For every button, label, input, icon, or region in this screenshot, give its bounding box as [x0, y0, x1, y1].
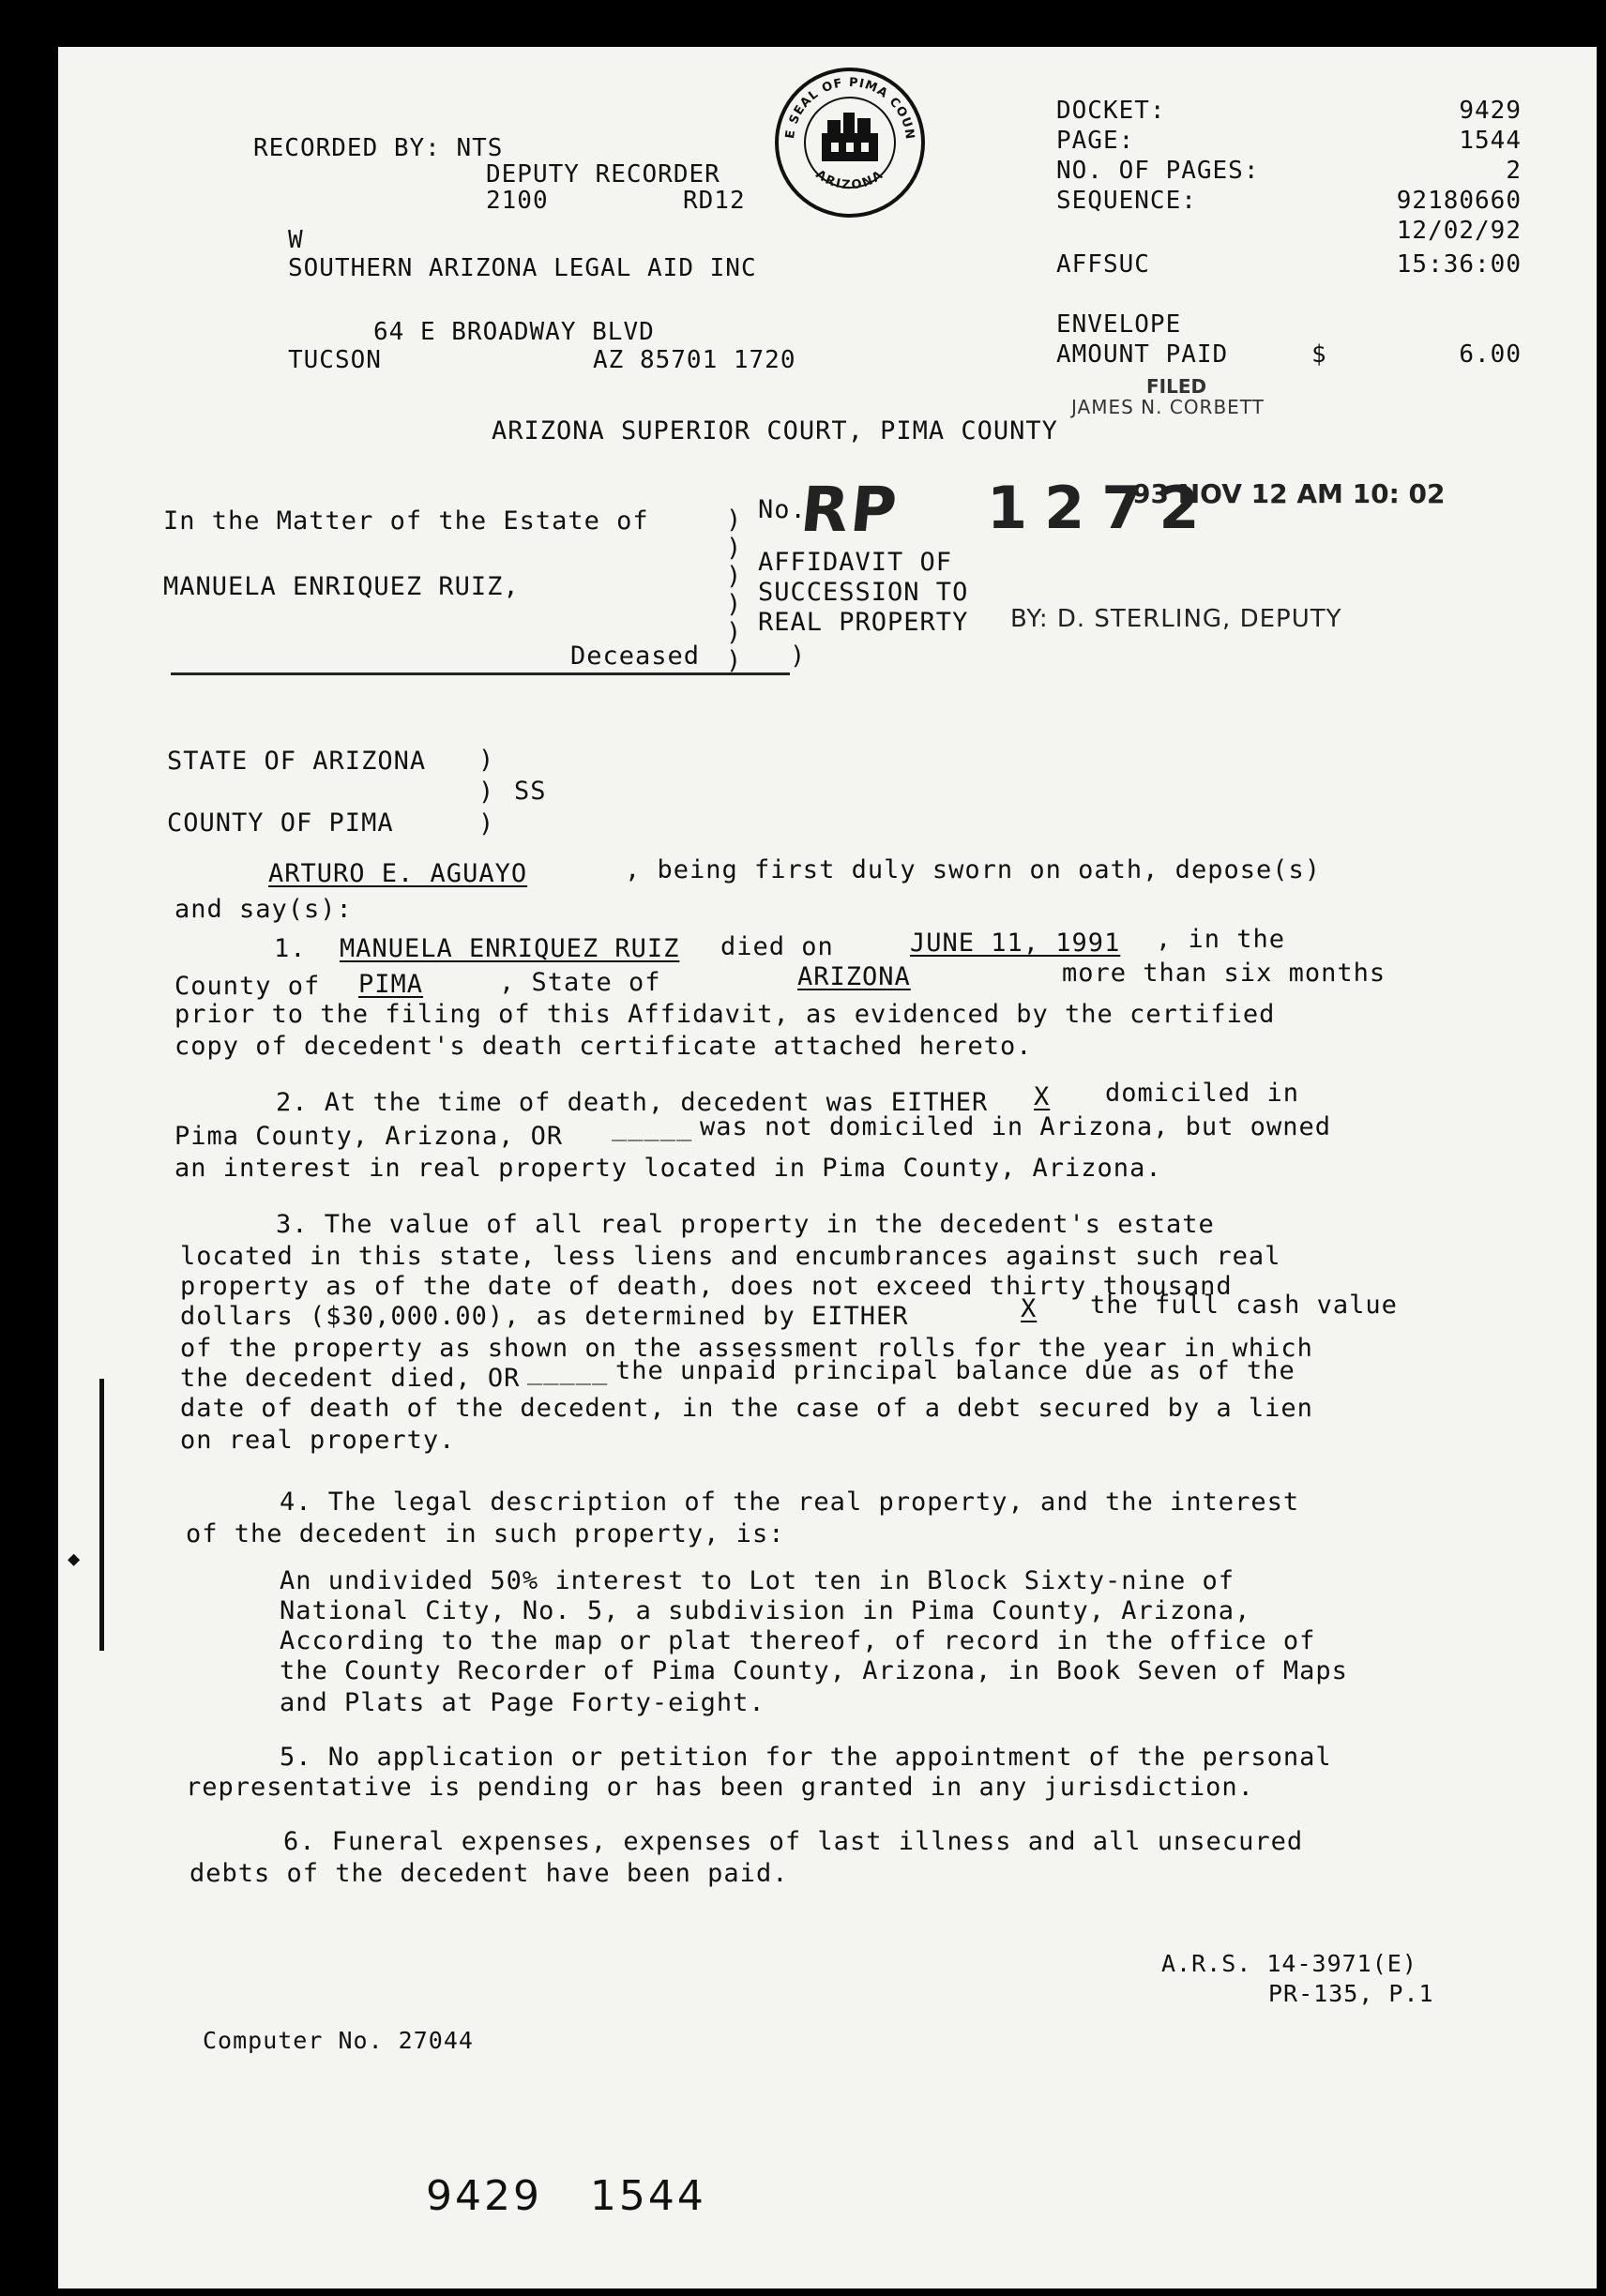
p3-line6b: the unpaid principal balance due as of the: [615, 1356, 1295, 1385]
p3-line1: 3. The value of all real property in the decedent's estate: [276, 1210, 1215, 1239]
p3-line6a: the decedent died, OR: [180, 1364, 521, 1393]
decedent-caption: MANUELA ENRIQUEZ RUIZ,: [163, 572, 520, 601]
recorded-by: RECORDED BY: NTS: [253, 134, 504, 162]
p1-state: ARIZONA: [797, 962, 911, 991]
p4-line2: of the decedent in such property, is:: [186, 1519, 785, 1548]
deputy-stamp: BY: D. STERLING, DEPUTY: [1010, 605, 1342, 633]
deputy-recorder: DEPUTY RECORDER: [486, 160, 720, 189]
record-date: 12/02/92: [1396, 217, 1522, 245]
p1-died-on: died on: [720, 932, 834, 961]
rp-stamp: RP: [796, 474, 902, 546]
amount-paid-value: 6.00: [1459, 340, 1522, 369]
org-city: TUCSON: [288, 346, 382, 374]
docket-value: 9429: [1459, 97, 1522, 125]
p1-in-the: , in the: [1156, 925, 1286, 954]
sequence-label: SEQUENCE:: [1056, 187, 1197, 215]
legal-desc-4: the County Recorder of Pima County, Arizona, in Book Seven of Maps: [280, 1656, 1348, 1685]
amount-paid-label: AMOUNT PAID: [1056, 340, 1229, 369]
venue-county: COUNTY OF PIMA: [167, 808, 394, 838]
pages-value: 2: [1506, 157, 1522, 185]
case-number-stamp: 1272: [987, 474, 1217, 542]
org-state-zip: AZ 85701 1720: [593, 346, 796, 374]
pages-label: NO. OF PAGES:: [1056, 157, 1260, 185]
margin-arrow-icon: ◆: [68, 1548, 81, 1571]
seal-bottom-text: ARIZONA: [812, 167, 887, 193]
svg-text:ARIZONA: [813, 168, 887, 193]
p2-line2b: was not domiciled in Arizona, but owned: [700, 1112, 1331, 1141]
caption-bracket-end: ): [790, 642, 807, 671]
org-address: 64 E BROADWAY BLVD: [373, 318, 655, 346]
p3-mark: X: [1021, 1294, 1038, 1323]
deceased-label: Deceased: [570, 642, 701, 671]
pima-county-seal: [773, 66, 927, 219]
filed-stamp-label: FILED: [1146, 375, 1207, 398]
p3-blank: _____: [527, 1356, 609, 1385]
sworn-text: , being first duly sworn on oath, depose(s): [625, 855, 1321, 884]
recorder-code-right: RD12: [683, 187, 746, 215]
record-time: 15:36:00: [1396, 250, 1522, 279]
p2-line1b: domiciled in: [1105, 1079, 1300, 1108]
margin-bar: [99, 1379, 104, 1651]
p3-line7: date of death of the decedent, in the case of a debt secured by a lien: [180, 1394, 1313, 1423]
p2-line1a: 2. At the time of death, decedent was EITHER: [276, 1088, 989, 1117]
p2-blank: _____: [612, 1112, 693, 1141]
and-say: and say(s):: [174, 895, 353, 924]
caption-bracket: ) ) ) ) ) ): [726, 506, 743, 675]
legal-desc-1: An undivided 50% interest to Lot ten in Block Sixty-nine of: [280, 1566, 1235, 1595]
p6-line2: debts of the decedent have been paid.: [189, 1859, 789, 1888]
doc-title-2: SUCCESSION TO: [758, 578, 969, 607]
filed-stamp-clerk: JAMES N. CORBETT: [1071, 396, 1265, 418]
legal-desc-3: According to the map or plat thereof, of record in the office of: [280, 1626, 1316, 1655]
computer-no: Computer No. 27044: [203, 2027, 474, 2054]
p1-number: 1.: [274, 934, 307, 963]
page-value: 1544: [1459, 127, 1522, 155]
legal-desc-2: National City, No. 5, a subdivision in Pima County, Arizona,: [280, 1596, 1251, 1625]
legal-desc-5: and Plats at Page Forty-eight.: [280, 1688, 765, 1717]
p6-line1: 6. Funeral expenses, expenses of last illness and all unsecured: [283, 1827, 1304, 1856]
court-title: ARIZONA SUPERIOR COURT, PIMA COUNTY: [492, 416, 1058, 446]
page-label: PAGE:: [1056, 127, 1135, 155]
affiant-name: ARTURO E. AGUAYO: [268, 859, 528, 888]
p3-line4b: the full cash value: [1090, 1291, 1398, 1320]
p2-line3: an interest in real property located in Pima County, Arizona.: [174, 1154, 1162, 1183]
caption-rule: [171, 672, 790, 675]
form-ref: PR-135, P.1: [1268, 1980, 1434, 2007]
venue-state: STATE OF ARIZONA: [167, 747, 427, 776]
venue-ss: SS: [514, 777, 547, 806]
p4-line1: 4. The legal description of the real property, and the interest: [280, 1488, 1300, 1517]
matter-line: In the Matter of the Estate of: [163, 506, 649, 536]
p3-line4a: dollars ($30,000.00), as determined by EITHER: [180, 1302, 909, 1331]
statute-ref: A.R.S. 14-3971(E): [1161, 1950, 1417, 1977]
p3-line2: located in this state, less liens and encumbrances against such real: [180, 1242, 1281, 1271]
p3-line5: of the property as shown on the assessment rolls for the year in which: [180, 1334, 1313, 1363]
doc-title-3: REAL PROPERTY: [758, 608, 969, 637]
p1-date: JUNE 11, 1991: [910, 929, 1121, 958]
case-no-label: No.: [758, 495, 807, 524]
p2-line2a: Pima County, Arizona, OR: [174, 1122, 564, 1151]
seal-top-text: E SEAL OF PIMA COUN: [783, 75, 917, 142]
w-mark: W: [288, 226, 304, 254]
recorder-code-left: 2100: [486, 187, 549, 215]
docket-label: DOCKET:: [1056, 97, 1166, 125]
p1-county: PIMA: [358, 970, 424, 999]
filed-time-stamp: 93 NOV 12 AM 10: 02: [1132, 478, 1446, 509]
sequence-value: 92180660: [1396, 187, 1522, 215]
document-page: [58, 47, 1597, 2288]
docket-page-footer: 9429 1544: [426, 2172, 706, 2220]
p2-mark: X: [1034, 1082, 1051, 1111]
p3-line3: property as of the date of death, does not exceed thirty thousand: [180, 1272, 1233, 1301]
p1-line3: prior to the filing of this Affidavit, as evidenced by the certified: [174, 1000, 1276, 1029]
venue-bracket: ) ) ): [478, 746, 495, 838]
p1-line4: copy of decedent's death certificate attached hereto.: [174, 1032, 1033, 1061]
envelope-label: ENVELOPE: [1056, 310, 1182, 339]
p1-decedent: MANUELA ENRIQUEZ RUIZ: [340, 934, 680, 963]
p3-line8: on real property.: [180, 1426, 456, 1455]
p1-state-of: , State of: [499, 968, 661, 997]
doc-title-1: AFFIDAVIT OF: [758, 548, 953, 577]
org-name: SOUTHERN ARIZONA LEGAL AID INC: [288, 254, 757, 282]
p1-more-than: more than six months: [1062, 959, 1386, 988]
p1-county-of: County of: [174, 972, 321, 1001]
p5-line2: representative is pending or has been granted in any jurisdiction.: [186, 1773, 1254, 1802]
p5-line1: 5. No application or petition for the appointment of the personal: [280, 1743, 1332, 1772]
affsuc-label: AFFSUC: [1056, 250, 1150, 279]
dollar-sign: $: [1311, 340, 1327, 369]
